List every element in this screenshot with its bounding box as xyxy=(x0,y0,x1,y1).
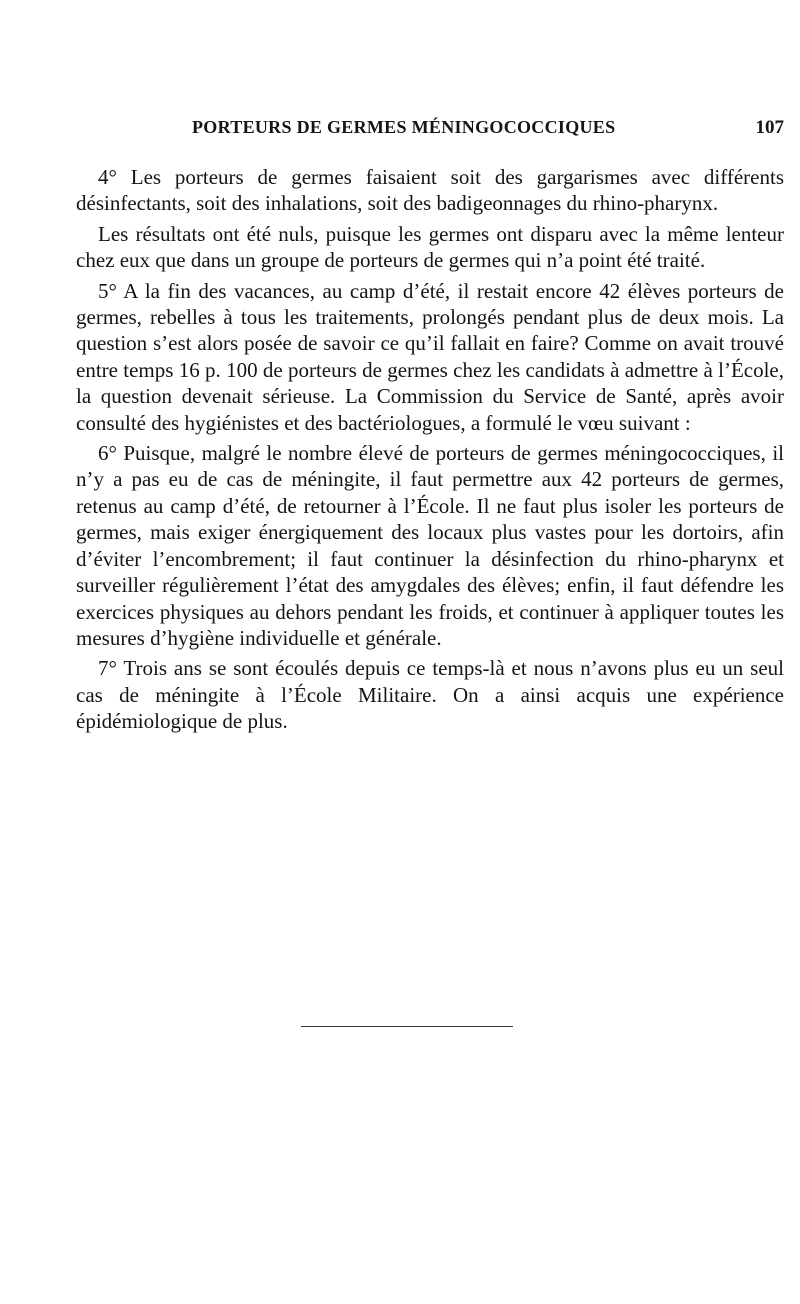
paragraph-7-conclusion: 7° Trois ans se sont écoulés depuis ce temps-là et nous n’avons plus eu un seul cas de méningite à l’École Militaire. On a ainsi acquis une expérience épidémiologique de plus. xyxy=(76,656,784,734)
paragraph-4-treatments: 4° Les porteurs de germes faisaient soit des gargarismes avec différents désinfectants, soit des inhalations, soit des badigeonnages du rhino-pharynx. xyxy=(76,165,784,216)
paragraph-results: Les résultats ont été nuls, puisque les germes ont disparu avec la même lenteur chez eux que dans un groupe de porteurs de germes qui n’a point été traité. xyxy=(76,221,784,273)
paragraph-6-recommendations: 6° Puisque, malgré le nombre élevé de porteurs de germes méningococciques, il n’y a pas eu de cas de méningite, il faut permettre aux 42 porteurs de germes, retenus au camp d’été, de retourner à l’École. Il ne faut plus isoler les porteurs de germes, mais exiger énergiquement des locaux plus vastes pour les dortoirs, afin d’éviter l’encombrement; il faut continuer la désinfection du rhino-pharynx et surveiller régulièrement l’état des amygdales des élèves; enfin, il faut défendre les exercices physiques au dehors pendant les froids, et continuer à appliquer toutes les mesures d’hygiène individuelle et générale. xyxy=(76,441,784,650)
paragraph-5-summer-camp: 5° A la fin des vacances, au camp d’été, il restait encore 42 élèves porteurs de germes, rebelles à tous les traitements, prolongés pendant plus de deux mois. La question s’est alors posée de savoir ce qu’il fallait en faire? Comme on avait trouvé entre temps 16 p. 100 de porteurs de germes chez les candidats à admettre à l’École, la question devenait sérieuse. La Commission du Service de Santé, après avoir consulté des hygiénistes et des bactériologues, a formulé le vœu suivant : xyxy=(76,278,784,435)
running-title: PORTEURS DE GERMES MÉNINGOCOCCIQUES xyxy=(192,117,616,137)
running-header xyxy=(76,117,784,147)
page-number: 107 xyxy=(755,117,784,138)
body-text xyxy=(76,164,784,739)
section-end-rule xyxy=(301,1026,513,1027)
